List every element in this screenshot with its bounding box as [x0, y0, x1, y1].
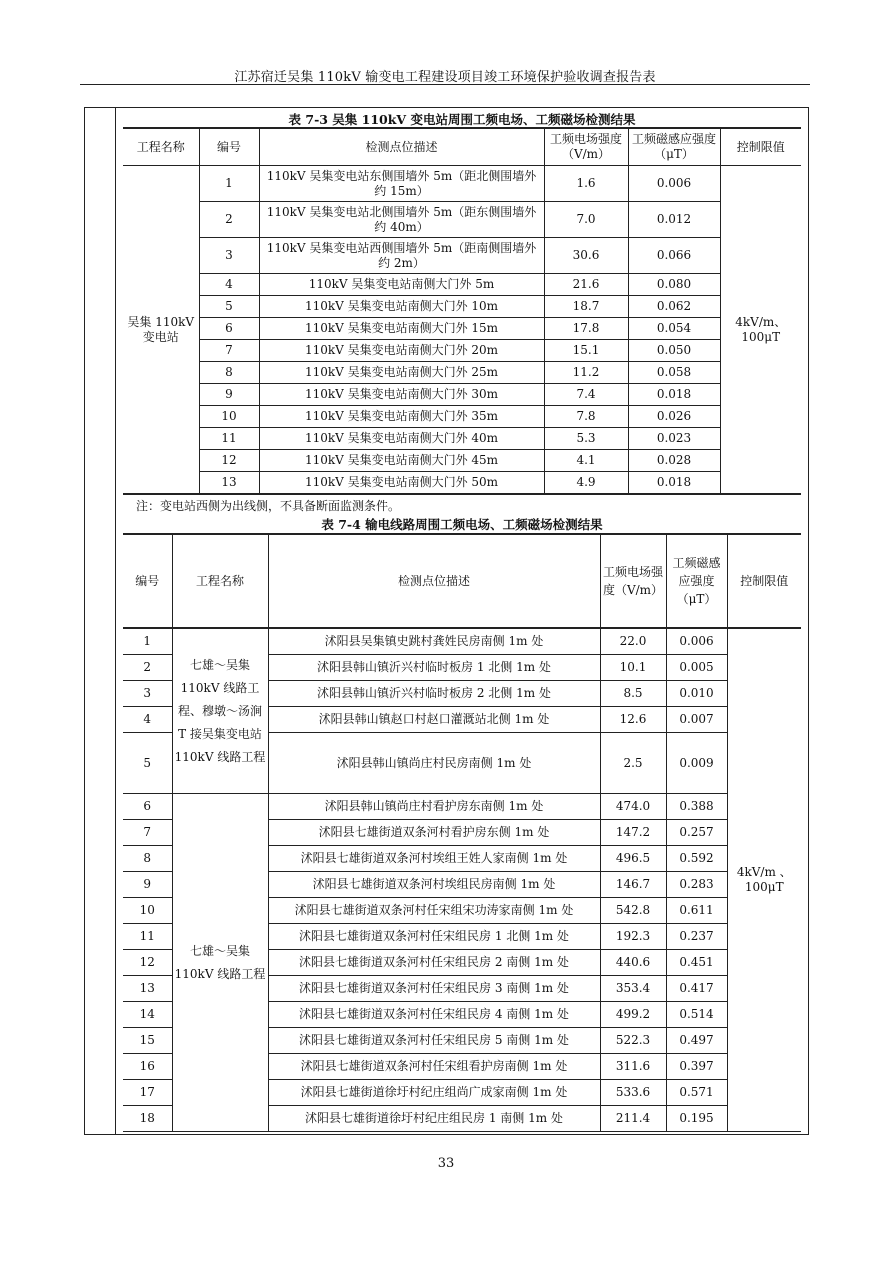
row-number: 15 — [123, 1028, 172, 1054]
b-field-value: 0.611 — [666, 898, 727, 924]
point-description: 110kV 吴集变电站南侧大门外 15m — [259, 318, 544, 340]
row-number: 2 — [123, 655, 172, 681]
row-number: 9 — [199, 384, 259, 406]
e-field-value: 522.3 — [600, 1028, 666, 1054]
b-field-value: 0.012 — [628, 202, 720, 238]
project-name-cell: 七雄～吴集 110kV 线路工程 — [172, 794, 268, 1132]
b-field-value: 0.054 — [628, 318, 720, 340]
point-description: 沭阳县七雄街道双条河村任宋组民房 3 南侧 1m 处 — [268, 976, 600, 1002]
b-field-value: 0.451 — [666, 950, 727, 976]
table1-note: 注：变电站西侧为出线侧，不具备断面监测条件。 — [136, 499, 401, 513]
header-desc: 检测点位描述 — [259, 128, 544, 166]
header-e-field: 工频电场强度（V/m） — [544, 128, 628, 166]
e-field-value: 533.6 — [600, 1080, 666, 1106]
table-row — [123, 318, 801, 340]
row-number: 17 — [123, 1080, 172, 1106]
table1-body — [123, 166, 801, 495]
row-number: 4 — [123, 707, 172, 733]
point-description: 沭阳县韩山镇沂兴村临时板房 1 北侧 1m 处 — [268, 655, 600, 681]
line-results-table — [123, 533, 801, 1132]
e-field-value: 21.6 — [544, 274, 628, 296]
limit-cell: 4kV/m、100μT — [720, 166, 801, 495]
point-description: 110kV 吴集变电站西侧围墙外 5m（距南侧围墙外约 2m） — [259, 238, 544, 274]
point-description: 沭阳县七雄街道双条河村任宋组民房 2 南侧 1m 处 — [268, 950, 600, 976]
b-field-value: 0.007 — [666, 707, 727, 733]
e-field-value: 146.7 — [600, 872, 666, 898]
b-field-value: 0.417 — [666, 976, 727, 1002]
row-number: 8 — [123, 846, 172, 872]
header-desc: 检测点位描述 — [268, 534, 600, 628]
row-number: 8 — [199, 362, 259, 384]
point-description: 沭阳县韩山镇尚庄村民房南侧 1m 处 — [268, 733, 600, 794]
b-field-value: 0.195 — [666, 1106, 727, 1132]
row-number: 11 — [123, 924, 172, 950]
table-row — [123, 340, 801, 362]
table-row — [123, 384, 801, 406]
b-field-value: 0.006 — [628, 166, 720, 202]
row-number: 5 — [199, 296, 259, 318]
e-field-value: 499.2 — [600, 1002, 666, 1028]
b-field-value: 0.257 — [666, 820, 727, 846]
table2-body — [123, 628, 801, 1132]
row-number: 14 — [123, 1002, 172, 1028]
e-field-value: 5.3 — [544, 428, 628, 450]
e-field-value: 15.1 — [544, 340, 628, 362]
point-description: 沭阳县七雄街道双条河村任宋组看护房南侧 1m 处 — [268, 1054, 600, 1080]
b-field-value: 0.018 — [628, 472, 720, 495]
row-number: 18 — [123, 1106, 172, 1132]
e-field-value: 8.5 — [600, 681, 666, 707]
row-number: 12 — [123, 950, 172, 976]
e-field-value: 496.5 — [600, 846, 666, 872]
row-number: 10 — [123, 898, 172, 924]
header-rule — [80, 84, 810, 85]
b-field-value: 0.497 — [666, 1028, 727, 1054]
point-description: 110kV 吴集变电站南侧大门外 20m — [259, 340, 544, 362]
substation-results-table — [123, 127, 801, 495]
row-number: 13 — [199, 472, 259, 495]
frame-divider — [115, 107, 116, 1135]
row-number: 2 — [199, 202, 259, 238]
table-row — [123, 472, 801, 495]
b-field-value: 0.018 — [628, 384, 720, 406]
e-field-value: 30.6 — [544, 238, 628, 274]
point-description: 110kV 吴集变电站南侧大门外 45m — [259, 450, 544, 472]
b-field-value: 0.080 — [628, 274, 720, 296]
table1-caption: 表 7-3 吴集 110kV 变电站周围工频电场、工频磁场检测结果 — [288, 112, 636, 127]
page-header: 江苏宿迁吴集 110kV 输变电工程建设项目竣工环境保护验收调查报告表 — [234, 70, 656, 85]
point-description: 110kV 吴集变电站南侧大门外 5m — [259, 274, 544, 296]
b-field-value: 0.283 — [666, 872, 727, 898]
e-field-value: 474.0 — [600, 794, 666, 820]
point-description: 沭阳县七雄街道双条河村埃组民房南侧 1m 处 — [268, 872, 600, 898]
point-description: 110kV 吴集变电站南侧大门外 25m — [259, 362, 544, 384]
table2-caption: 表 7-4 输电线路周围工频电场、工频磁场检测结果 — [321, 517, 603, 532]
e-field-value: 18.7 — [544, 296, 628, 318]
point-description: 沭阳县七雄街道徐圩村纪庄组民房 1 南侧 1m 处 — [268, 1106, 600, 1132]
table-row — [123, 428, 801, 450]
table-row — [123, 406, 801, 428]
point-description: 沭阳县七雄街道双条河村任宋组民房 4 南侧 1m 处 — [268, 1002, 600, 1028]
table2-header-row — [123, 534, 801, 628]
point-description: 沭阳县七雄街道徐圩村纪庄组尚广成家南侧 1m 处 — [268, 1080, 600, 1106]
row-number: 6 — [199, 318, 259, 340]
page-number: 33 — [437, 1156, 455, 1171]
table-row — [123, 238, 801, 274]
point-description: 110kV 吴集变电站东侧围墙外 5m（距北侧围墙外约 15m） — [259, 166, 544, 202]
limit-cell: 4kV/m 、100μT — [727, 628, 801, 1132]
row-number: 10 — [199, 406, 259, 428]
e-field-value: 211.4 — [600, 1106, 666, 1132]
table1-header-row — [123, 128, 801, 166]
row-number: 7 — [123, 820, 172, 846]
row-number: 3 — [123, 681, 172, 707]
point-description: 沭阳县七雄街道双条河村任宋组民房 5 南侧 1m 处 — [268, 1028, 600, 1054]
e-field-value: 1.6 — [544, 166, 628, 202]
b-field-value: 0.388 — [666, 794, 727, 820]
header-no: 编号 — [199, 128, 259, 166]
b-field-value: 0.062 — [628, 296, 720, 318]
point-description: 沭阳县吴集镇史跳村龚姓民房南侧 1m 处 — [268, 628, 600, 655]
table-row — [123, 450, 801, 472]
row-number: 16 — [123, 1054, 172, 1080]
e-field-value: 10.1 — [600, 655, 666, 681]
point-description: 沭阳县韩山镇赵口村赵口灌溉站北侧 1m 处 — [268, 707, 600, 733]
e-field-value: 11.2 — [544, 362, 628, 384]
e-field-value: 440.6 — [600, 950, 666, 976]
b-field-value: 0.397 — [666, 1054, 727, 1080]
table-row — [123, 166, 801, 202]
e-field-value: 353.4 — [600, 976, 666, 1002]
e-field-value: 311.6 — [600, 1054, 666, 1080]
table-row — [123, 628, 801, 655]
row-number: 9 — [123, 872, 172, 898]
b-field-value: 0.006 — [666, 628, 727, 655]
point-description: 沭阳县七雄街道双条河村任宋组民房 1 北侧 1m 处 — [268, 924, 600, 950]
b-field-value: 0.058 — [628, 362, 720, 384]
e-field-value: 12.6 — [600, 707, 666, 733]
e-field-value: 22.0 — [600, 628, 666, 655]
e-field-value: 7.8 — [544, 406, 628, 428]
e-field-value: 7.4 — [544, 384, 628, 406]
row-number: 4 — [199, 274, 259, 296]
b-field-value: 0.571 — [666, 1080, 727, 1106]
e-field-value: 147.2 — [600, 820, 666, 846]
table-row — [123, 296, 801, 318]
b-field-value: 0.009 — [666, 733, 727, 794]
b-field-value: 0.010 — [666, 681, 727, 707]
table-row — [123, 202, 801, 238]
e-field-value: 17.8 — [544, 318, 628, 340]
point-description: 沭阳县韩山镇尚庄村看护房东南侧 1m 处 — [268, 794, 600, 820]
row-number: 6 — [123, 794, 172, 820]
row-number: 11 — [199, 428, 259, 450]
e-field-value: 192.3 — [600, 924, 666, 950]
e-field-value: 4.1 — [544, 450, 628, 472]
table-row — [123, 794, 801, 820]
header-b-field: 工频磁感应强度（μT） — [628, 128, 720, 166]
header-project: 工程名称 — [123, 128, 199, 166]
e-field-value: 7.0 — [544, 202, 628, 238]
point-description: 沭阳县七雄街道双条河村任宋组宋功涛家南侧 1m 处 — [268, 898, 600, 924]
point-description: 110kV 吴集变电站北侧围墙外 5m（距东侧围墙外约 40m） — [259, 202, 544, 238]
b-field-value: 0.237 — [666, 924, 727, 950]
point-description: 110kV 吴集变电站南侧大门外 10m — [259, 296, 544, 318]
e-field-value: 2.5 — [600, 733, 666, 794]
row-number: 3 — [199, 238, 259, 274]
header-limit: 控制限值 — [727, 534, 801, 628]
row-number: 7 — [199, 340, 259, 362]
row-number: 1 — [123, 628, 172, 655]
b-field-value: 0.066 — [628, 238, 720, 274]
project-name-cell: 七雄～吴集 110kV 线路工程、穆墩～汤涧 T 接吴集变电站 110kV 线路工程 — [172, 628, 268, 794]
row-number: 5 — [123, 733, 172, 794]
b-field-value: 0.005 — [666, 655, 727, 681]
point-description: 沭阳县韩山镇沂兴村临时板房 2 北侧 1m 处 — [268, 681, 600, 707]
header-no: 编号 — [123, 534, 172, 628]
e-field-value: 4.9 — [544, 472, 628, 495]
b-field-value: 0.028 — [628, 450, 720, 472]
point-description: 110kV 吴集变电站南侧大门外 50m — [259, 472, 544, 495]
table-row — [123, 274, 801, 296]
header-e-field: 工频电场强度（V/m） — [600, 534, 666, 628]
point-description: 110kV 吴集变电站南侧大门外 40m — [259, 428, 544, 450]
header-limit: 控制限值 — [720, 128, 801, 166]
point-description: 110kV 吴集变电站南侧大门外 30m — [259, 384, 544, 406]
b-field-value: 0.514 — [666, 1002, 727, 1028]
project-name-cell: 吴集 110kV 变电站 — [123, 166, 199, 495]
point-description: 110kV 吴集变电站南侧大门外 35m — [259, 406, 544, 428]
row-number: 13 — [123, 976, 172, 1002]
header-b-field: 工频磁感应强度（μT） — [666, 534, 727, 628]
e-field-value: 542.8 — [600, 898, 666, 924]
b-field-value: 0.592 — [666, 846, 727, 872]
b-field-value: 0.023 — [628, 428, 720, 450]
b-field-value: 0.026 — [628, 406, 720, 428]
header-project: 工程名称 — [172, 534, 268, 628]
table-row — [123, 362, 801, 384]
b-field-value: 0.050 — [628, 340, 720, 362]
point-description: 沭阳县七雄街道双条河村看护房东侧 1m 处 — [268, 820, 600, 846]
row-number: 12 — [199, 450, 259, 472]
row-number: 1 — [199, 166, 259, 202]
point-description: 沭阳县七雄街道双条河村埃组王姓人家南侧 1m 处 — [268, 846, 600, 872]
